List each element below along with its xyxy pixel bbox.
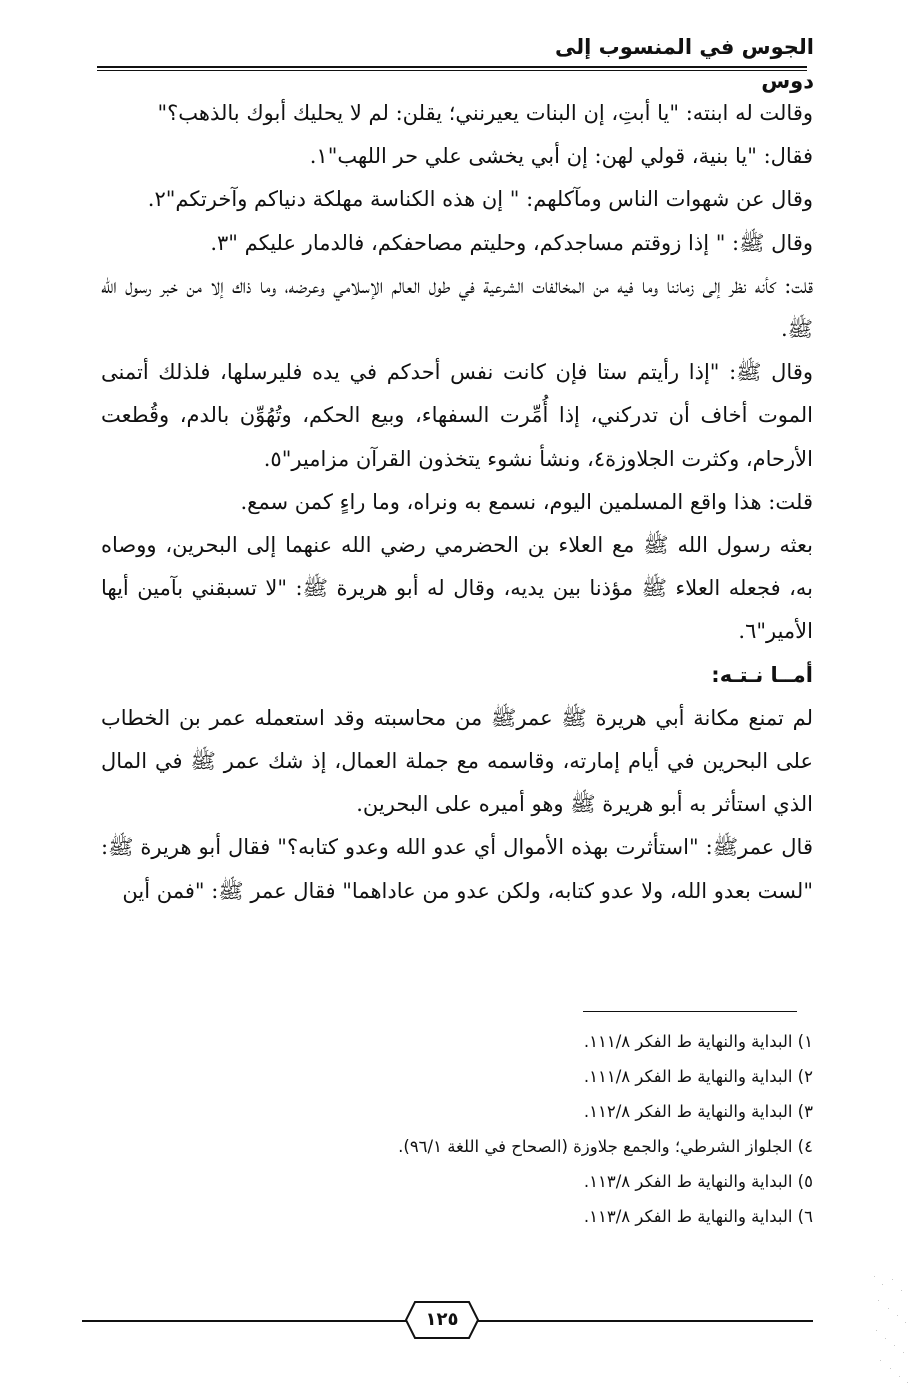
footnote-1: ١) البداية والنهاية ط الفكر ١١١/٨. [583, 1032, 813, 1051]
paragraph-9: لم تمنع مكانة أبي هريرة ﷺ عمرﷺ من محاسبته وقد استعمله عمر بن الخطاب على البحرين في أيام إمارته، وقاسمه مع جملة العمال، إذ شك عمر ﷺ في المال الذي استأثر به أبو هريرة ﷺ وهو أميره على البحرين. [101, 705, 813, 817]
main-text [101, 92, 813, 913]
paragraph-1: وقالت له ابنته: "يا أبتِ، إن البنات يعيرنني؛ يقلن: لم لا يحليك أبوك بالذهب؟" [157, 101, 813, 125]
running-header-title: الجوس في المنسوب إلى دوس [555, 35, 814, 93]
page-number: ١٢٥ [425, 1309, 459, 1330]
section-heading: أمــا نـتـه: [711, 662, 813, 687]
paragraph-2: فقال: "يا بنية، قولي لهن: إن أبي يخشى علي حر اللهب"١. [309, 144, 813, 169]
footnotes [313, 1024, 813, 1234]
footnote-2: ٢) البداية والنهاية ط الفكر ١١١/٨. [583, 1067, 813, 1086]
scan-edge-noise [870, 1270, 910, 1390]
footnote-6: ٦) البداية والنهاية ط الفكر ١١٣/٨. [583, 1207, 813, 1226]
paragraph-6: وقال ﷺ: "إذا رأيتم ستا فإن كانت نفس أحدكم في يده فليرسلها، فلذلك أتمنى الموت أخاف أن تدركني، إذا أُمِّرت السفهاء، وبيع الحكم، وتُهُوِّن بالدم، وقُطعت الأرحام، وكثرت الجلاوزة٤، ونشأ نشوء يتخذون القرآن مزامير"٥. [101, 360, 813, 471]
header-rule-thick [97, 66, 807, 68]
paragraph-4: وقال ﷺ: " إذا زوقتم مساجدكم، وحليتم مصاحفكم، فالدمار عليكم "٣. [210, 230, 813, 255]
paragraph-5: قلت: كأنه نظر إلى زماننا وما فيه من المخالفات الشرعية في طول العالم الإسلامي وعرضه، وما ذاك إلا من خبر رسول الله ﷺ. [101, 273, 813, 342]
footnote-4: ٤) الجلواز الشرطي؛ والجمع جلاوزة (الصحاح في اللغة ٩٦/١). [398, 1137, 813, 1156]
footnote-3: ٣) البداية والنهاية ط الفكر ١١٢/٨. [583, 1102, 813, 1121]
footer-rule-right [478, 1320, 813, 1322]
footer-rule-left [82, 1320, 407, 1322]
footnote-5: ٥) البداية والنهاية ط الفكر ١١٣/٨. [583, 1172, 813, 1191]
footnote-separator [583, 1011, 797, 1012]
paragraph-7: قلت: هذا واقع المسلمين اليوم، نسمع به ونراه، وما راءٍ كمن سمع. [240, 489, 813, 514]
paragraph-3: وقال عن شهوات الناس ومآكلهم: " إن هذه الكناسة مهلكة دنياكم وآخرتكم"٢. [147, 187, 813, 212]
header-rule-thin [97, 70, 807, 71]
paragraph-10: قال عمرﷺ: "استأثرت بهذه الأموال أي عدو الله وعدو كتابه؟" فقال أبو هريرة ﷺ: "لست بعدو الله، ولا عدو كتابه، ولكن عدو من عاداهما" فقال عمر ﷺ: "فمن أين [101, 835, 813, 903]
paragraph-8: بعثه رسول الله ﷺ مع العلاء بن الحضرمي رضي الله عنهما إلى البحرين، ووصاه به، فجعله العلاء ﷺ مؤذنا بين يديه، وقال له أبو هريرة ﷺ: "لا تسبقني بآمين أيها الأمير"٦. [101, 533, 813, 644]
